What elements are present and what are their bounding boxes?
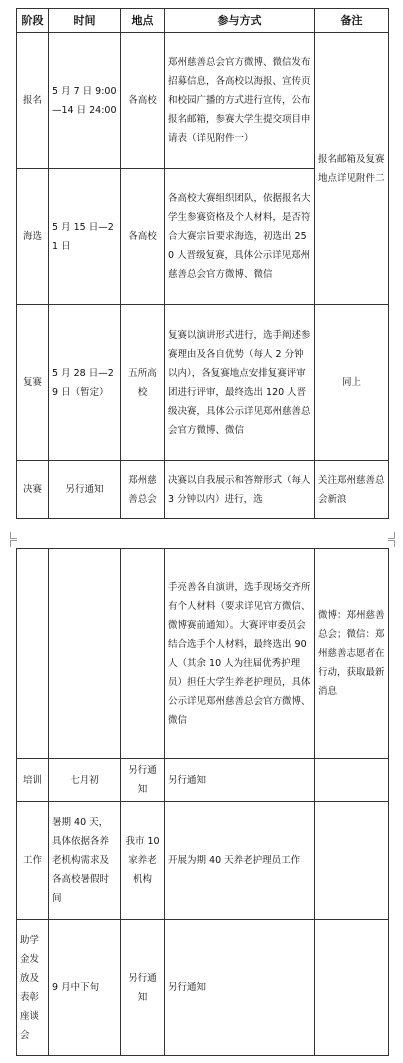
note-cell: 关注郑州慈善总会新浪: [315, 461, 389, 519]
header-row: [17, 9, 389, 33]
header-place: 地点: [121, 9, 165, 33]
header-method: 参与方式: [165, 9, 315, 33]
header-note: 备注: [315, 9, 389, 33]
table-row: [17, 305, 389, 461]
stage-cell: 助学金发放及表彰座谈会: [17, 920, 49, 1056]
document-page-1: [16, 8, 388, 530]
method-cell: 开展为期 40 天养老护理员工作: [165, 802, 315, 920]
schedule-table-part2: [16, 548, 389, 1056]
header-stage: 阶段: [17, 9, 49, 33]
table-row: [17, 461, 389, 519]
stage-cell: 决赛: [17, 461, 49, 519]
note-cell: [315, 759, 389, 802]
table-row: [17, 802, 389, 920]
place-cell: 五所高校: [121, 305, 165, 461]
table-row: [17, 759, 389, 802]
stage-cell: [17, 549, 49, 759]
note-cell: 同上: [315, 305, 389, 461]
note-cell: 报名邮箱及复赛地点详见附件二: [315, 33, 389, 305]
table-row: [17, 920, 389, 1056]
page-corner-mark: [388, 532, 395, 539]
method-cell: 郑州慈善总会官方微博、微信发布招募信息，各高校以海报、宣传页和校园广播的方式进行宣传，公布报名邮箱，参赛大学生提交项目申请表（详见附件一）: [165, 33, 315, 169]
stage-cell: 海选: [17, 169, 49, 305]
time-cell: 暑期 40 天，具体依据各养老机构需求及各高校暑假时间: [49, 802, 121, 920]
place-cell: [121, 549, 165, 759]
place-cell: 我市 10 家养老机构: [121, 802, 165, 920]
time-cell: [49, 549, 121, 759]
header-time: 时间: [49, 9, 121, 33]
note-cell: [315, 920, 389, 1056]
schedule-table-part1: [16, 8, 389, 519]
place-cell: 各高校: [121, 33, 165, 169]
time-cell: 5 月 15 日—21 日: [49, 169, 121, 305]
stage-cell: 报名: [17, 33, 49, 169]
time-cell: 9 月中下旬: [49, 920, 121, 1056]
time-cell: 5 月 28 日—29 日（暂定）: [49, 305, 121, 461]
method-cell: 手亮善各自演讲，选手现场交齐所有个人材料（要求详见官方微信、微博赛前通知）。大赛评审委员会结合选手个人材料，最终选出 90 人（其余 10 人为往届优秀护理员）担任大学生养老护理员，具体公示详见郑州慈善总会官方微博、微信: [165, 549, 315, 759]
time-cell: 七月初: [49, 759, 121, 802]
page-corner-mark: [388, 540, 395, 547]
note-cell: [315, 802, 389, 920]
page-corner-mark: [10, 540, 17, 547]
time-cell: 5 月 7 日 9:00—14 日 24:00: [49, 33, 121, 169]
document-page-2: [16, 548, 388, 1056]
table-row: [17, 33, 389, 169]
time-cell: 另行通知: [49, 461, 121, 519]
method-cell: 各高校大赛组织团队，依据报名大学生参赛资格及个人材料，是否符合大赛宗旨要求海选，初选出 250 人晋级复赛，具体公示详见郑州慈善总会官方微博、微信: [165, 169, 315, 305]
stage-cell: 复赛: [17, 305, 49, 461]
place-cell: 郑州慈善总会: [121, 461, 165, 519]
method-cell: 另行通知: [165, 759, 315, 802]
method-cell: 复赛以演讲形式进行，选手阐述参赛理由及各自优势（每人 2 分钟以内），各复赛地点安排复赛评审团进行评审，最终选出 120 人晋级决赛，具体公示详见郑州慈善总会官方微博、微信: [165, 305, 315, 461]
place-cell: 另行通知: [121, 759, 165, 802]
note-cell: 微博：郑州慈善总会；微信：郑州慈善志愿者在行动，获取最新消息: [315, 549, 389, 759]
method-cell: 另行通知: [165, 920, 315, 1056]
table-row: [17, 549, 389, 759]
method-cell: 决赛以自我展示和答辩形式（每人 3 分钟以内）进行，选: [165, 461, 315, 519]
place-cell: 另行通知: [121, 920, 165, 1056]
stage-cell: 培训: [17, 759, 49, 802]
page-corner-mark: [10, 532, 17, 539]
place-cell: 各高校: [121, 169, 165, 305]
stage-cell: 工作: [17, 802, 49, 920]
